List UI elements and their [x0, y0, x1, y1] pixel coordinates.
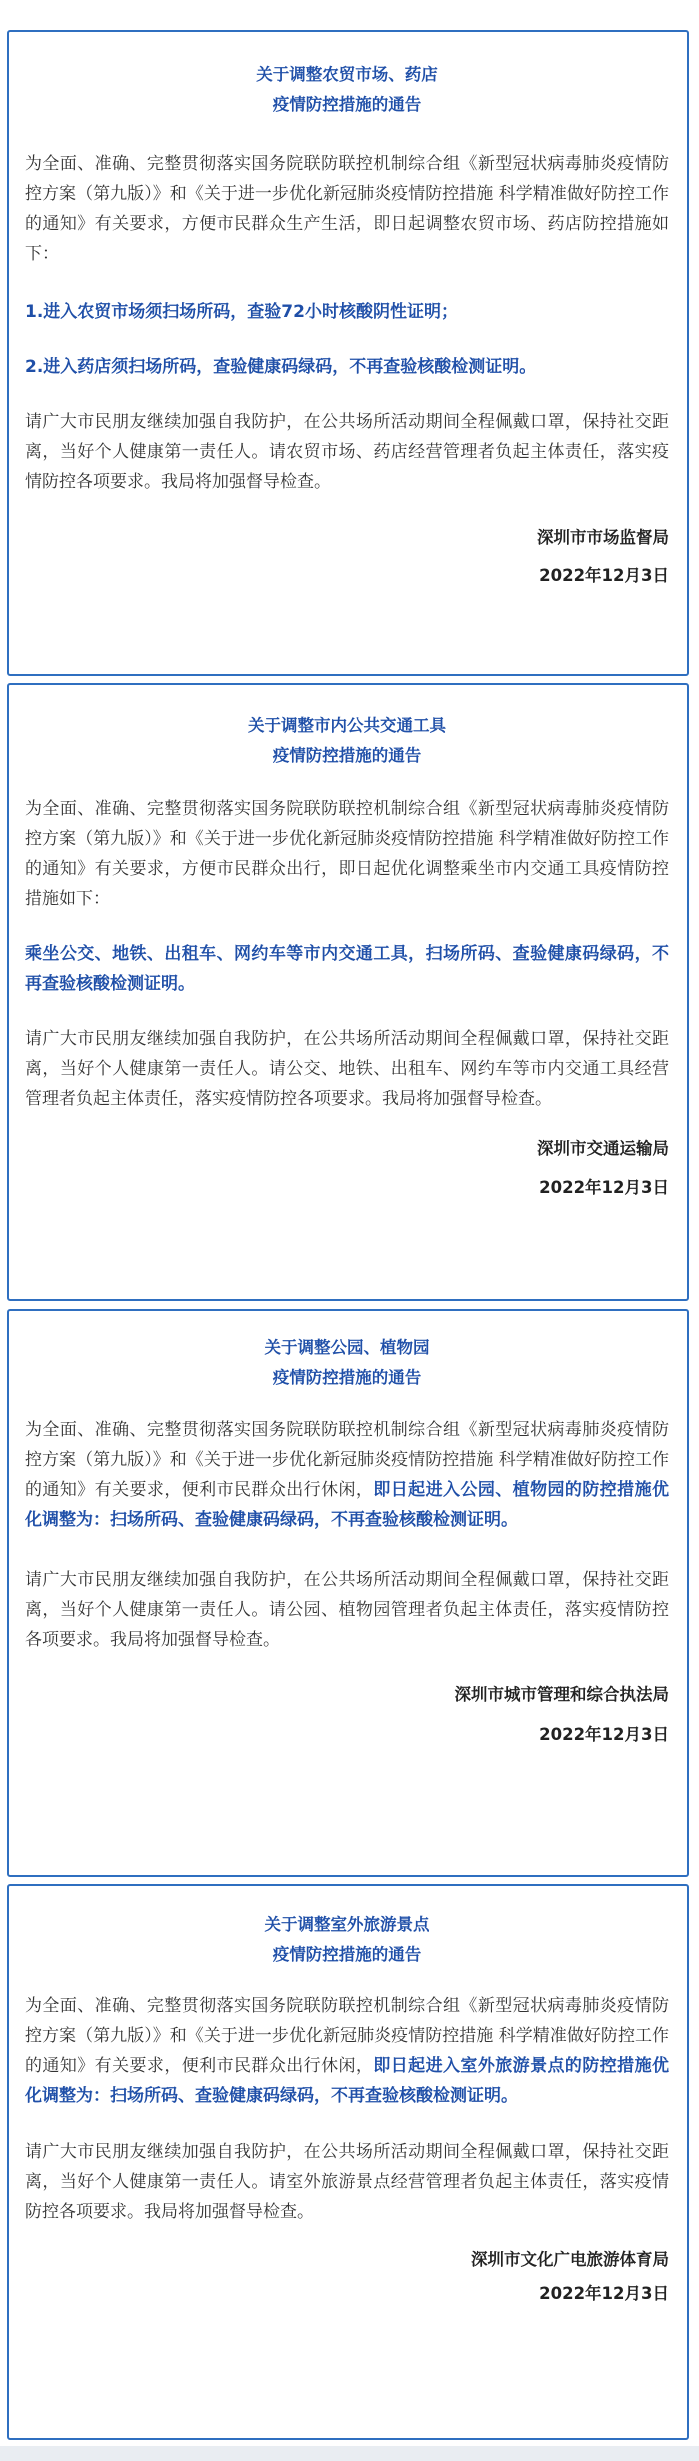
title-line-1: 关于调整农贸市场、药店	[256, 65, 438, 84]
notice-title	[25, 1910, 669, 1970]
notice-title	[25, 60, 669, 120]
issuer: 深圳市城市管理和综合执法局	[454, 1685, 669, 1704]
issuer: 深圳市文化广电旅游体育局	[471, 2250, 669, 2269]
measure-item-2: 2.进入药店须扫场所码，查验健康码绿码，不再查验核酸检测证明。	[25, 357, 537, 377]
title-line-1: 关于调整室外旅游景点	[264, 1915, 430, 1934]
intro-highlight-text: 即日起进入室外旅游景点的防控措施优化调整为：扫场所码、查验健康码绿码，不再查验核酸检测证明。	[25, 2056, 670, 2106]
issue-date: 2022年12月3日	[539, 566, 669, 585]
notice-market-pharmacy	[7, 30, 689, 676]
issue-date: 2022年12月3日	[539, 1178, 669, 1197]
issue-date: 2022年12月3日	[539, 2284, 669, 2303]
notice-outdoor-scenic-spots	[7, 1884, 689, 2440]
intro-paragraph	[25, 1415, 669, 1535]
title-line-2: 疫情防控措施的通告	[272, 1368, 422, 1387]
measure-item-1: 1.进入农贸市场须扫场所码，查验72小时核酸阴性证明；	[25, 302, 458, 322]
title-line-2: 疫情防控措施的通告	[272, 746, 422, 765]
title-line-1: 关于调整公园、植物园	[264, 1338, 430, 1357]
notice-title	[25, 1333, 669, 1393]
notice-public-transport	[7, 683, 689, 1301]
intro-paragraph: 为全面、准确、完整贯彻落实国务院联防联控机制综合组《新型冠状病毒肺炎疫情防控方案（第九版）》和《关于进一步优化新冠肺炎疫情防控措施 科学精准做好防控工作的通知》有关要求，方便市民群众出行，即日起优化调整乘坐市内交通工具疫情防控措施如下：	[25, 799, 669, 909]
title-line-2: 疫情防控措施的通告	[272, 1945, 422, 1964]
issuer: 深圳市交通运输局	[537, 1139, 669, 1158]
intro-highlight-text: 即日起进入公园、植物园的防控措施优化调整为：扫场所码、查验健康码绿码，不再查验核酸检测证明。	[25, 1480, 670, 1530]
title-line-1: 关于调整市内公共交通工具	[248, 716, 446, 735]
closing-paragraph: 请广大市民朋友继续加强自我防护，在公共场所活动期间全程佩戴口罩，保持社交距离，当好个人健康第一责任人。请室外旅游景点经营管理者负起主体责任，落实疫情防控各项要求。我局将加强督导检查。	[25, 2142, 669, 2222]
closing-paragraph: 请广大市民朋友继续加强自我防护，在公共场所活动期间全程佩戴口罩，保持社交距离，当好个人健康第一责任人。请农贸市场、药店经营管理者负起主体责任，落实疫情防控各项要求。我局将加强督导检查。	[25, 412, 669, 492]
issue-date: 2022年12月3日	[539, 1725, 669, 1744]
intro-paragraph: 为全面、准确、完整贯彻落实国务院联防联控机制综合组《新型冠状病毒肺炎疫情防控方案（第九版）》和《关于进一步优化新冠肺炎疫情防控措施 科学精准做好防控工作的通知》有关要求，方便市民群众生产生活，即日起调整农贸市场、药店防控措施如下：	[25, 154, 669, 264]
intro-plain-text: 为全面、准确、完整贯彻落实国务院联防联控机制综合组《新型冠状病毒肺炎疫情防控方案（第九版）》和《关于进一步优化新冠肺炎疫情防控措施 科学精准做好防控工作的通知》有关要求，便利市民群众出行休闲，	[25, 1420, 669, 1500]
intro-paragraph	[25, 1991, 669, 2111]
measure-highlight: 乘坐公交、地铁、出租车、网约车等市内交通工具，扫场所码、查验健康码绿码，不再查验核酸检测证明。	[25, 944, 669, 994]
issuer: 深圳市市场监督局	[537, 528, 669, 547]
closing-paragraph: 请广大市民朋友继续加强自我防护，在公共场所活动期间全程佩戴口罩，保持社交距离，当好个人健康第一责任人。请公园、植物园管理者负起主体责任，落实疫情防控各项要求。我局将加强督导检查。	[25, 1570, 669, 1650]
page-footer-strip	[0, 2446, 699, 2461]
notice-parks-botanical-gardens	[7, 1309, 689, 1877]
notice-title	[25, 711, 669, 771]
title-line-2: 疫情防控措施的通告	[272, 95, 422, 114]
closing-paragraph: 请广大市民朋友继续加强自我防护，在公共场所活动期间全程佩戴口罩，保持社交距离，当好个人健康第一责任人。请公交、地铁、出租车、网约车等市内交通工具经营管理者负起主体责任，落实疫情防控各项要求。我局将加强督导检查。	[25, 1029, 669, 1109]
intro-plain-text: 为全面、准确、完整贯彻落实国务院联防联控机制综合组《新型冠状病毒肺炎疫情防控方案（第九版）》和《关于进一步优化新冠肺炎疫情防控措施 科学精准做好防控工作的通知》有关要求，便利市民群众出行休闲，	[25, 1996, 669, 2076]
